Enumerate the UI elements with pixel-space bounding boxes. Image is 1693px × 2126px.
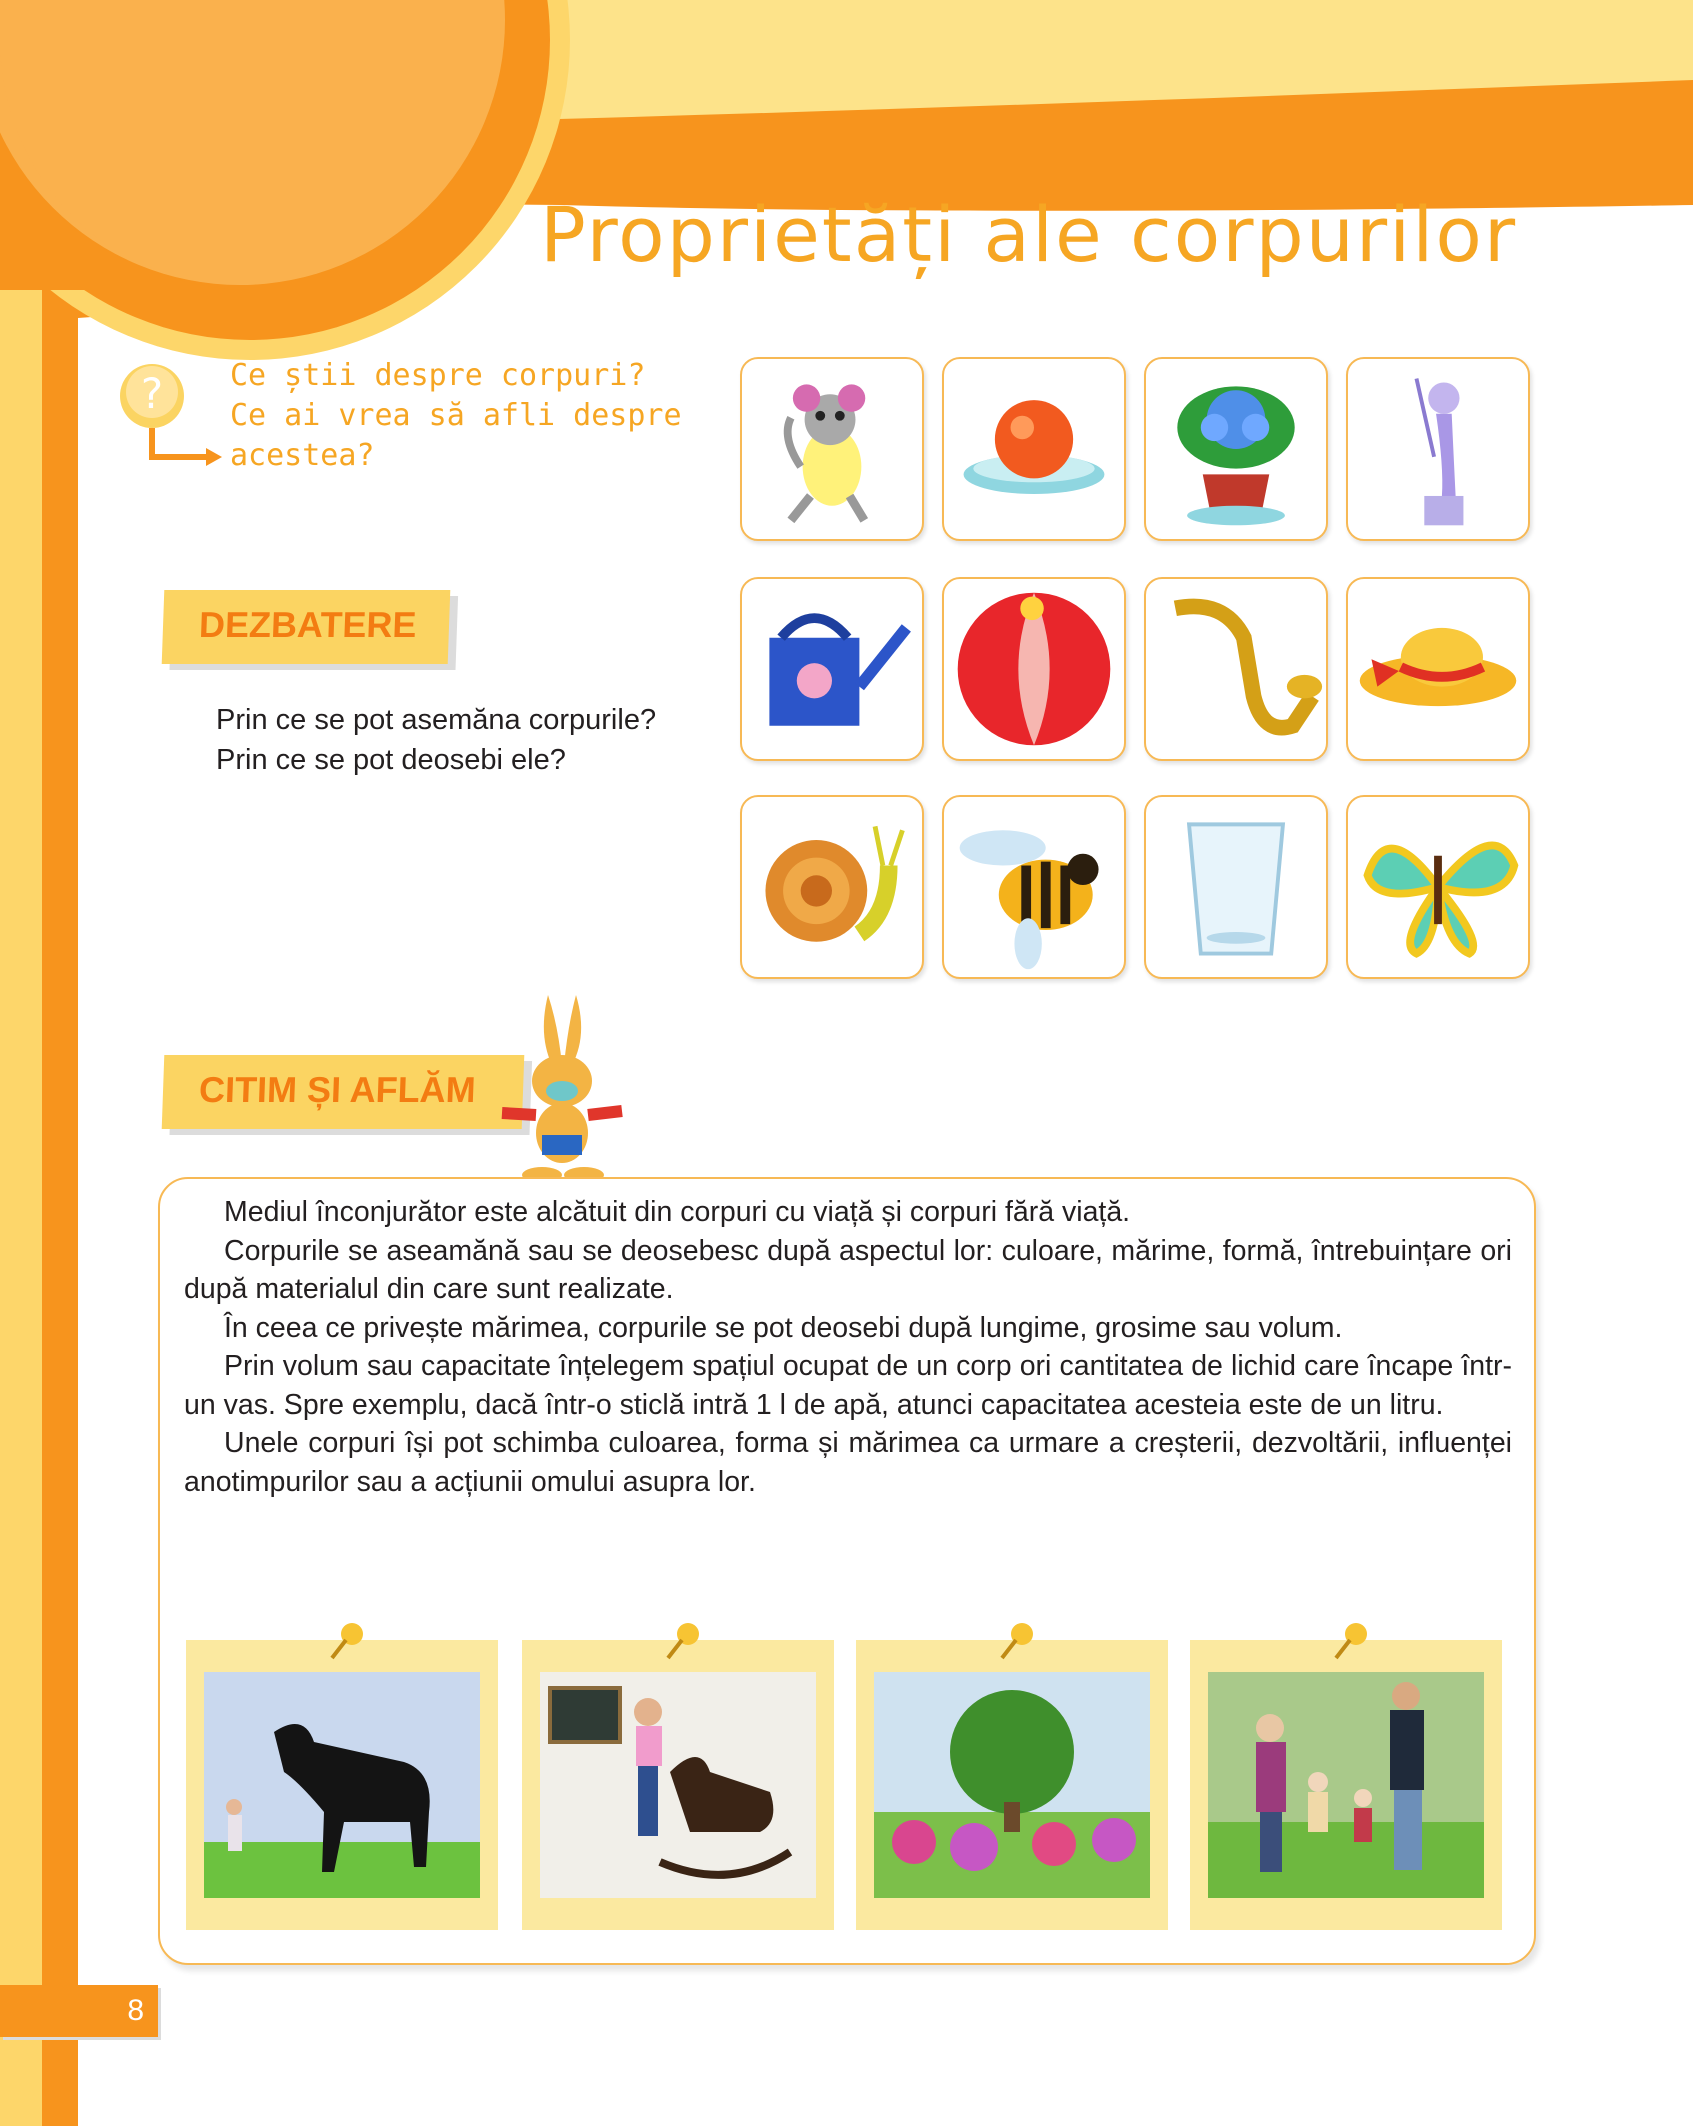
photo-card [186,1640,498,1930]
grid-cell [1346,357,1530,541]
question-line: acestea? [230,438,375,473]
grid-cell [740,795,924,979]
hat-icon [1348,579,1528,759]
statue-icon [1348,359,1528,539]
photo-card [522,1640,834,1930]
pushpin-icon [660,1618,706,1664]
watering-can-icon [742,579,922,759]
orange-on-plate-icon [944,359,1124,539]
mouse-icon [742,359,922,539]
pushpin-icon [324,1618,370,1664]
grid-cell [740,577,924,761]
grid-cell [740,357,924,541]
pushpin-icon [1328,1618,1374,1664]
reading-paragraph: Corpurile se aseamănă sau se deosebesc după aspectul lor: culoare, mărime, formă, întrebuințare ori după materialul din care sunt realizate. [184,1234,1512,1305]
family-photo [1208,1672,1484,1898]
page-title: Proprietăți ale corpurilor [540,190,1518,279]
bunny-icon [492,985,632,1185]
reading-paragraph: Unele corpuri își pot schimba culoarea, forma și mărimea ca urmare a creșterii, dezvoltării, influenței anotimpurilor sau a acțiunii omului asupra lor. [184,1427,1512,1498]
objects-grid [740,357,1540,987]
debate-label: DEZBATERE [162,590,451,664]
question-mark-icon [118,362,228,472]
potted-flower-icon [1146,359,1326,539]
grid-cell [942,577,1126,761]
reading-label: CITIM ȘI AFLĂM [162,1055,525,1129]
rocking-horse-photo [540,1672,816,1898]
grid-cell [1144,577,1328,761]
question-line: Ce ai vrea să afli despre [230,398,682,433]
grid-cell [1144,795,1328,979]
garden-photo [874,1672,1150,1898]
grid-cell [1346,577,1530,761]
debate-line: Prin ce se pot deosebi ele? [216,744,566,776]
debate-line: Prin ce se pot asemăna corpurile? [216,704,657,736]
butterfly-icon [1348,797,1528,977]
reading-paragraph: Prin volum sau capacitate înțelegem spațiul ocupat de un corp ori cantitatea de lichid care încape într-un vas. Spre exemplu, dacă într-o sticlă intră 1 l de apă, atunci capacitatea acesteia este de un litru. [184,1350,1512,1421]
page-number: 8 [0,1985,158,2037]
reading-text [184,1193,1512,1501]
grid-cell [942,795,1126,979]
saxophone-icon [1146,579,1326,759]
ball-icon [944,579,1124,759]
pushpin-icon [994,1618,1040,1664]
svg-text:?: ? [140,369,164,418]
question-line: Ce știi despre corpuri? [230,358,646,393]
question-text [230,356,682,476]
photo-card [1190,1640,1502,1930]
snail-icon [742,797,922,977]
grid-cell [942,357,1126,541]
grid-cell [1144,357,1328,541]
grid-cell [1346,795,1530,979]
horse-photo [204,1672,480,1898]
reading-paragraph: În ceea ce privește mărimea, corpurile se pot deosebi după lungime, grosime sau volum. [224,1311,1343,1344]
reading-paragraph: Mediul înconjurător este alcătuit din corpuri cu viață și corpuri fără viață. [224,1196,1131,1228]
photo-card [856,1640,1168,1930]
debate-questions [216,700,716,780]
bee-icon [944,797,1124,977]
glass-icon [1146,797,1326,977]
